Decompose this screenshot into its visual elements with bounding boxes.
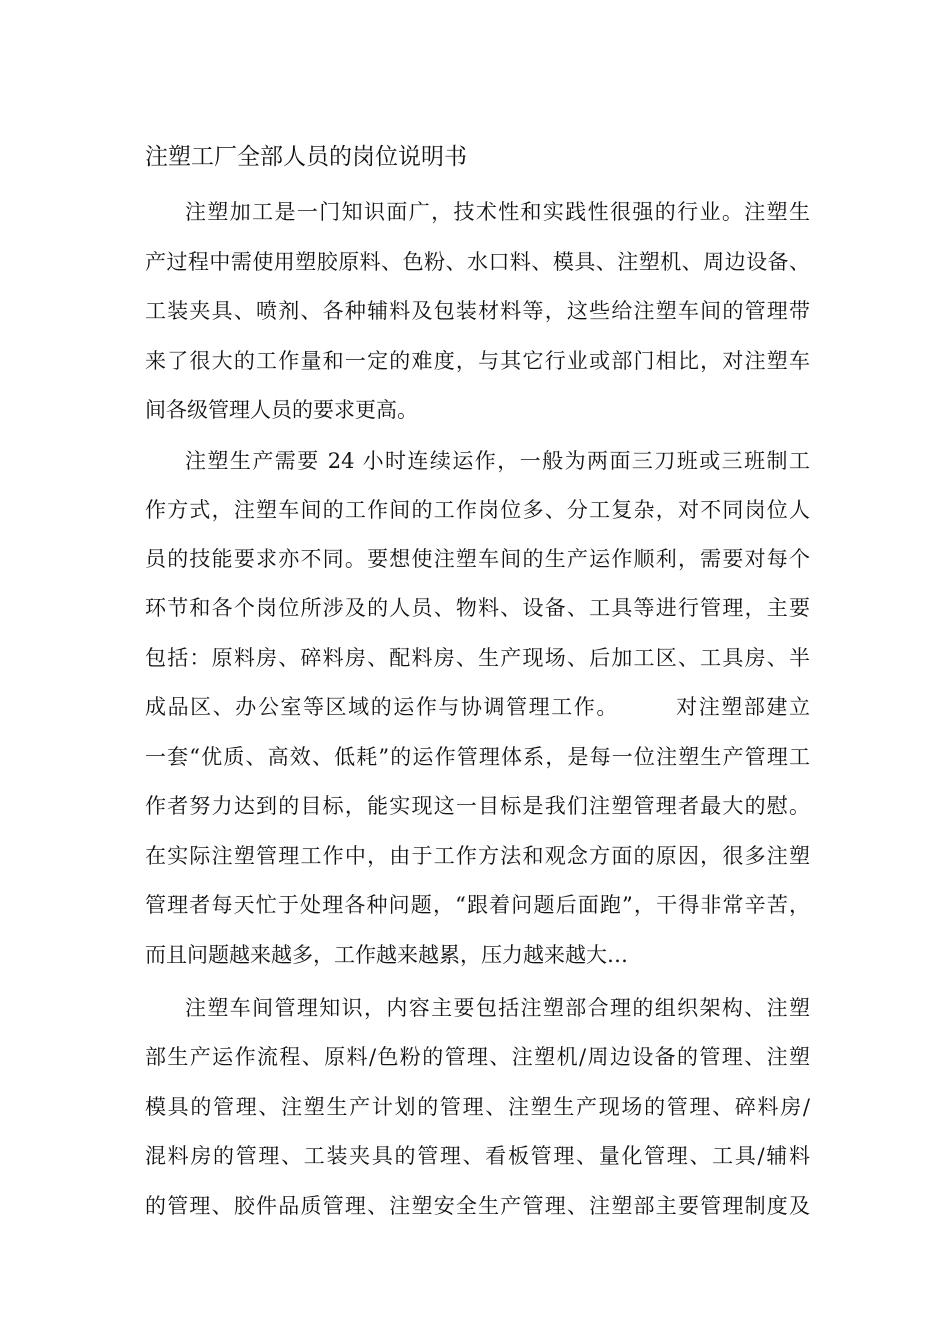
paragraph-2-line-7: 一套“优质、高效、低耗”的运作管理体系，是每一位注塑生产管理工: [145, 745, 810, 769]
paragraph-3-line-4: 混料房的管理、工装夹具的管理、看板管理、量化管理、工具/辅料: [145, 1144, 810, 1168]
paragraph-2-line-1: 注塑生产需要 24 小时连续运作，一般为两面三刀班或三班制工: [185, 449, 810, 473]
paragraph-2-line-9: 在实际注塑管理工作中，由于工作方法和观念方面的原因，很多注塑: [145, 844, 810, 868]
paragraph-2-line-5: 包括：原料房、碎料房、配料房、生产现场、后加工区、工具房、半: [145, 646, 810, 670]
paragraph-1-line-2: 产过程中需使用塑胶原料、色粉、水口料、模具、注塑机、周边设备、: [145, 250, 810, 274]
paragraph-2-line-8: 作者努力达到的目标，能实现这一目标是我们注塑管理者最大的慰。: [145, 794, 810, 818]
paragraph-1-line-4: 来了很大的工作量和一定的难度，与其它行业或部门相比，对注塑车: [145, 349, 810, 373]
document-title: 注塑工厂全部人员的岗位说明书: [145, 144, 467, 170]
paragraph-1-line-1: 注塑加工是一门知识面广，技术性和实践性很强的行业。注塑生: [185, 200, 810, 224]
paragraph-3-line-2: 部生产运作流程、原料/色粉的管理、注塑机/周边设备的管理、注塑: [145, 1045, 810, 1069]
paragraph-3-line-1: 注塑车间管理知识，内容主要包括注塑部合理的组织架构、注塑: [185, 996, 810, 1020]
paragraph-1-line-5: 间各级管理人员的要求更高。: [145, 398, 418, 422]
paragraph-2-line-4: 环节和各个岗位所涉及的人员、物料、设备、工具等进行管理，主要: [145, 596, 810, 620]
paragraph-2-line-2: 作方式，注塑车间的工作间的工作岗位多、分工复杂，对不同岗位人: [145, 498, 810, 522]
paragraph-2-line-3: 员的技能要求亦不同。要想使注塑车间的生产运作顺利，需要对每个: [145, 547, 810, 571]
paragraph-2-line-6: 成品区、办公室等区域的运作与协调管理工作。 对注塑部建立: [145, 695, 810, 719]
paragraph-2-line-10: 管理者每天忙于处理各种问题，“跟着问题后面跑”，干得非常辛苦，: [145, 893, 810, 917]
paragraph-3-line-3: 模具的管理、注塑生产计划的管理、注塑生产现场的管理、碎料房/: [145, 1095, 810, 1119]
paragraph-2-line-11: 而且问题越来越多，工作越来越累，压力越来越大…: [145, 943, 628, 967]
paragraph-1-line-3: 工装夹具、喷剂、各种辅料及包装材料等，这些给注塑车间的管理带: [145, 299, 810, 323]
paragraph-3-line-5: 的管理、胶件品质管理、注塑安全生产管理、注塑部主要管理制度及: [145, 1194, 810, 1218]
